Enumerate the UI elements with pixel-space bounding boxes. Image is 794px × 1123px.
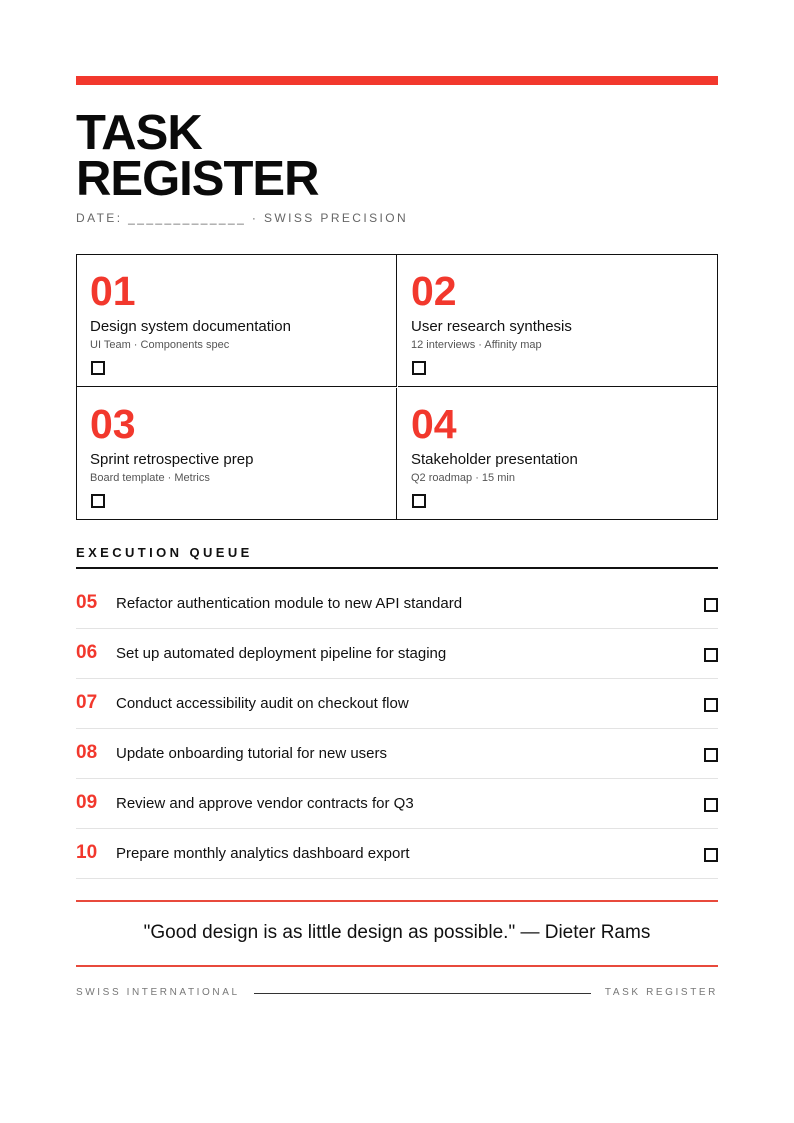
queue-text: Set up automated deployment pipeline for staging [116,645,447,662]
task-name: Sprint retrospective prep [90,451,254,468]
task-number: 03 [90,401,136,447]
queue-row [76,679,718,729]
date-subtitle: DATE: _____________ · SWISS PRECISION [76,211,409,225]
queue-checkbox[interactable] [704,798,718,812]
queue-number: 06 [76,642,98,663]
queue-row [76,579,718,629]
queue-number: 08 [76,742,98,763]
task-meta: Board template · Metrics [90,472,210,484]
task-number: 04 [411,401,457,447]
page-title [76,106,319,206]
queue-number: 05 [76,592,98,613]
footer-left-label: SWISS INTERNATIONAL [76,987,240,998]
task-number: 02 [411,268,457,314]
grid-task-card [77,388,397,520]
grid-task-card [398,255,717,387]
task-name: User research synthesis [411,318,572,335]
queue-number: 09 [76,792,98,813]
task-checkbox[interactable] [412,361,426,375]
quote-rule-top [76,900,718,902]
accent-bar [76,76,718,85]
task-checkbox[interactable] [91,361,105,375]
task-number: 01 [90,268,136,314]
quote-rule-bottom [76,965,718,967]
queue-checkbox[interactable] [704,748,718,762]
queue-row [76,729,718,779]
queue-row [76,829,718,879]
section-divider [76,567,718,569]
title-line-1: TASK [76,106,202,160]
design-quote: "Good design is as little design as possible." — Dieter Rams [143,922,651,943]
queue-number: 10 [76,842,98,863]
queue-checkbox[interactable] [704,648,718,662]
queue-text: Refactor authentication module to new API standard [116,595,463,612]
queue-checkbox[interactable] [704,848,718,862]
queue-text: Update onboarding tutorial for new users [116,745,387,762]
task-name: Stakeholder presentation [411,451,578,468]
grid-task-card [77,255,397,387]
task-meta: 12 interviews · Affinity map [411,339,542,351]
execution-queue-heading: EXECUTION QUEUE [76,545,253,560]
grid-task-card [398,388,717,520]
task-meta: Q2 roadmap · 15 min [411,472,515,484]
priority-task-grid [76,254,718,520]
title-line-2: REGISTER [76,152,319,206]
task-checkbox[interactable] [91,494,105,508]
queue-row [76,779,718,829]
task-meta: UI Team · Components spec [90,339,230,351]
queue-row [76,629,718,679]
task-name: Design system documentation [90,318,291,335]
queue-text: Prepare monthly analytics dashboard export [116,845,410,862]
execution-queue-list [76,579,718,879]
queue-text: Conduct accessibility audit on checkout flow [116,695,409,712]
footer-divider [254,993,591,994]
queue-checkbox[interactable] [704,598,718,612]
task-checkbox[interactable] [412,494,426,508]
queue-text: Review and approve vendor contracts for Q3 [116,795,414,812]
footer-right-label: TASK REGISTER [604,987,718,998]
queue-checkbox[interactable] [704,698,718,712]
queue-number: 07 [76,692,98,713]
